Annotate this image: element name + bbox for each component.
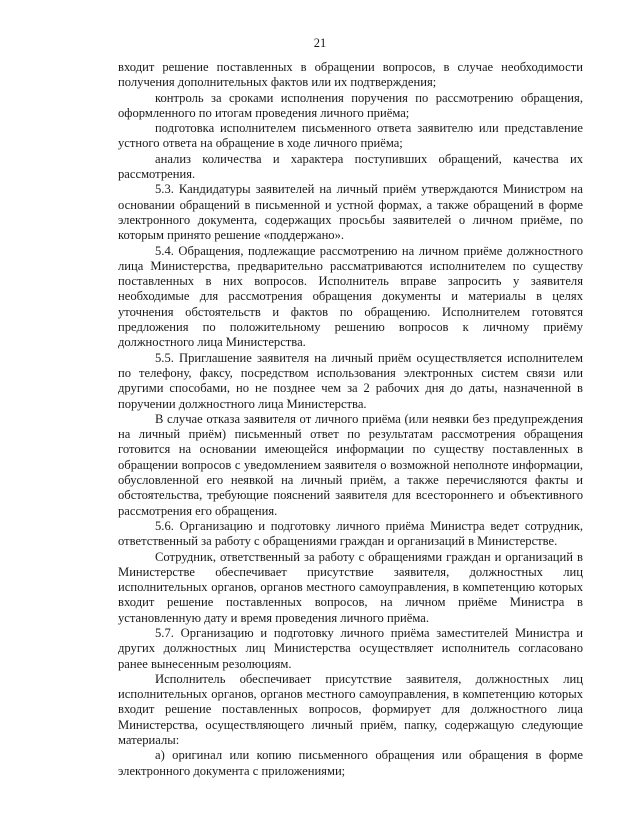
paragraph: Сотрудник, ответственный за работу с обращениями граждан и организаций в Министерстве обеспечивает присутствие заявителя, должностных лиц исполнительных органов, органов местного самоуправления, в компетенцию которых входит решение поставленных вопросов, на личном приёме Министра в установленную дату и время проведения личного приёма. <box>118 549 583 625</box>
paragraph: 5.7. Организацию и подготовку личного приёма заместителей Министра и других должностных лиц Министерства осуществляет исполнитель согласовано ранее вынесенным резолюциям. <box>118 625 583 671</box>
paragraph: 5.5. Приглашение заявителя на личный приём осуществляется исполнителем по телефону, факсу, посредством использования электронных систем связи или другими способами, но не позднее чем за 2 рабочих дня до даты, назначенной в поручении должностного лица Министерства. <box>118 350 583 411</box>
paragraph: Исполнитель обеспечивает присутствие заявителя, должностных лиц исполнительных органов, органов местного самоуправления, в компетенцию которых входит решение поставленных вопросов, формирует для должностного лица Министерства, осуществляющего личный приём, папку, содержащую следующие материалы: <box>118 671 583 748</box>
paragraph: 5.3. Кандидатуры заявителей на личный приём утверждаются Министром на основании обращений в письменной и устной формах, а также обращений в форме электронного документа, содержащих просьбы заявителей о личном приёме, по которым принято решение «поддержано». <box>118 182 583 243</box>
paragraph: подготовка исполнителем письменного ответа заявителю или представление устного ответа на обращение в ходе личного приёма; <box>118 121 583 151</box>
paragraph: 5.6. Организацию и подготовку личного приёма Министра ведет сотрудник, ответственный за работу с обращениями граждан и организаций в Министерстве. <box>118 518 583 549</box>
page-number: 21 <box>313 36 327 50</box>
paragraph: контроль за сроками исполнения поручения по рассмотрению обращения, оформленного по итогам проведения личного приёма; <box>118 90 583 120</box>
paragraph: 5.4. Обращения, подлежащие рассмотрению на личном приёме должностного лица Министерства, предварительно рассматриваются исполнителем по существу поставленных в них вопросов. Исполнитель вправе запросить у заявителя необходимые для рассмотрения обращения документы и материалы в целях уточнения обстоятельств и фактов по обращению. Исполнителем готовятся предложения по положительному решению вопросов к личному приёму должностного лица Министерства. <box>118 243 583 350</box>
paragraph: В случае отказа заявителя от личного приёма (или неявки без предупреждения на личный приём) письменный ответ по результатам рассмотрения обращения готовится на основании имеющейся информации по существу поставленных в обращении вопросов с уведомлением заявителя о возможной неполноте информации, обусловленной его неявкой на личный приём, а также перечисляются факты и обстоятельства, требующие пояснений заявителя для всестороннего и объективного рассмотрения его обращения. <box>118 411 583 518</box>
paragraph: входит решение поставленных в обращении вопросов, в случае необходимости получения дополнительных фактов или их подтверждения; <box>118 60 583 90</box>
paragraph: а) оригинал или копию письменного обращения или обращения в форме электронного документа с приложениями; <box>118 748 583 778</box>
paragraph: анализ количества и характера поступивших обращений, качества их рассмотрения. <box>118 151 583 182</box>
document-body <box>118 60 583 779</box>
